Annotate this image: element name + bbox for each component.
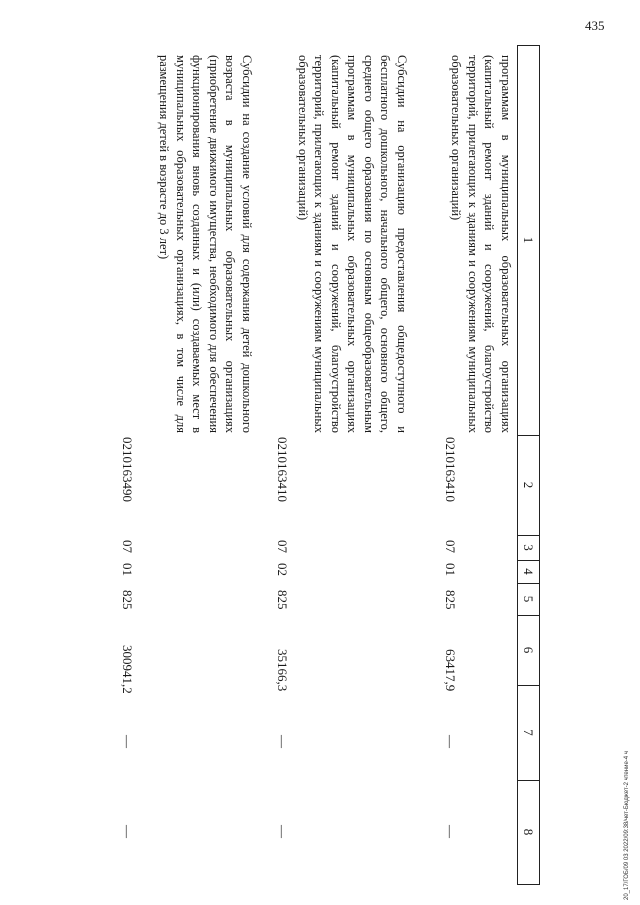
row-1-col7: — [443, 735, 458, 748]
budget-table [100, 45, 540, 885]
row-2-col8: — [275, 825, 290, 838]
row-3-section: 07 [120, 540, 135, 553]
row-3-expense-type: 825 [120, 590, 135, 610]
page-number: 435 [585, 18, 605, 33]
row-3-col7: — [120, 735, 135, 748]
row-1-col8: — [443, 825, 458, 838]
row-2-description: Субсидии на организацию предоставления общедоступного и бесплатного дошкольного, начального общего, основного общего, среднего общего образования по основным общеобразовательным программам в муниципальных образовательных организациях (капитальный ремонт зданий и сооружений, благоустройство территорий, прилегающих к зданиям и сооружениям муниципальных образовательных организаций) [296, 55, 409, 433]
row-1-section: 07 [443, 540, 458, 553]
header-col-2: 2 [521, 481, 536, 489]
side-note-text: 20_17/ГОБ/09 03 2022/09:38/чет-Бюджет-2 чтение-4 ч [624, 751, 630, 900]
header-col-5: 5 [521, 595, 536, 603]
row-1-expense-type: 825 [443, 590, 458, 610]
row-1-description: программам в муниципальных образовательных организациях (капитальный ремонт зданий и сооружений, благоустройство территорий, прилегающих к зданиям и сооружениям муниципальных образовательных организаций) [449, 55, 513, 433]
row-2-col7: — [275, 735, 290, 748]
row-3-description: Субсидии на создание условий для содержания детей дошкольного возраста в муниципальных образовательных организациях (приобретение движимого имущества, необходимого для обеспечения функционирования вновь созданных и (или) создаваемых мест в муниципальных образовательных организациях, в том числе для размещения детей в возрасте до 3 лет) [157, 55, 254, 433]
row-1-subsection: 01 [443, 563, 458, 576]
row-1-amount: 63417,9 [443, 649, 458, 692]
row-3-amount: 300941,2 [120, 645, 135, 694]
header-col-3: 3 [521, 544, 536, 551]
row-1-code: 0210163410 [443, 437, 458, 502]
row-3-code: 0210163490 [120, 437, 135, 502]
row-2-code: 0210163410 [275, 437, 290, 502]
header-col-7: 7 [521, 729, 536, 736]
side-note [624, 40, 634, 900]
header-col-4: 4 [521, 568, 536, 575]
row-2-subsection: 02 [275, 563, 290, 576]
header-col-6: 6 [521, 646, 536, 654]
header-col-1: 1 [521, 236, 536, 244]
row-2-section: 07 [275, 540, 290, 553]
header-col-8: 8 [521, 828, 536, 836]
row-3-subsection: 01 [120, 563, 135, 576]
row-3-col8: — [120, 825, 135, 838]
row-2-expense-type: 825 [275, 590, 290, 610]
row-2-amount: 35166,3 [275, 649, 290, 692]
